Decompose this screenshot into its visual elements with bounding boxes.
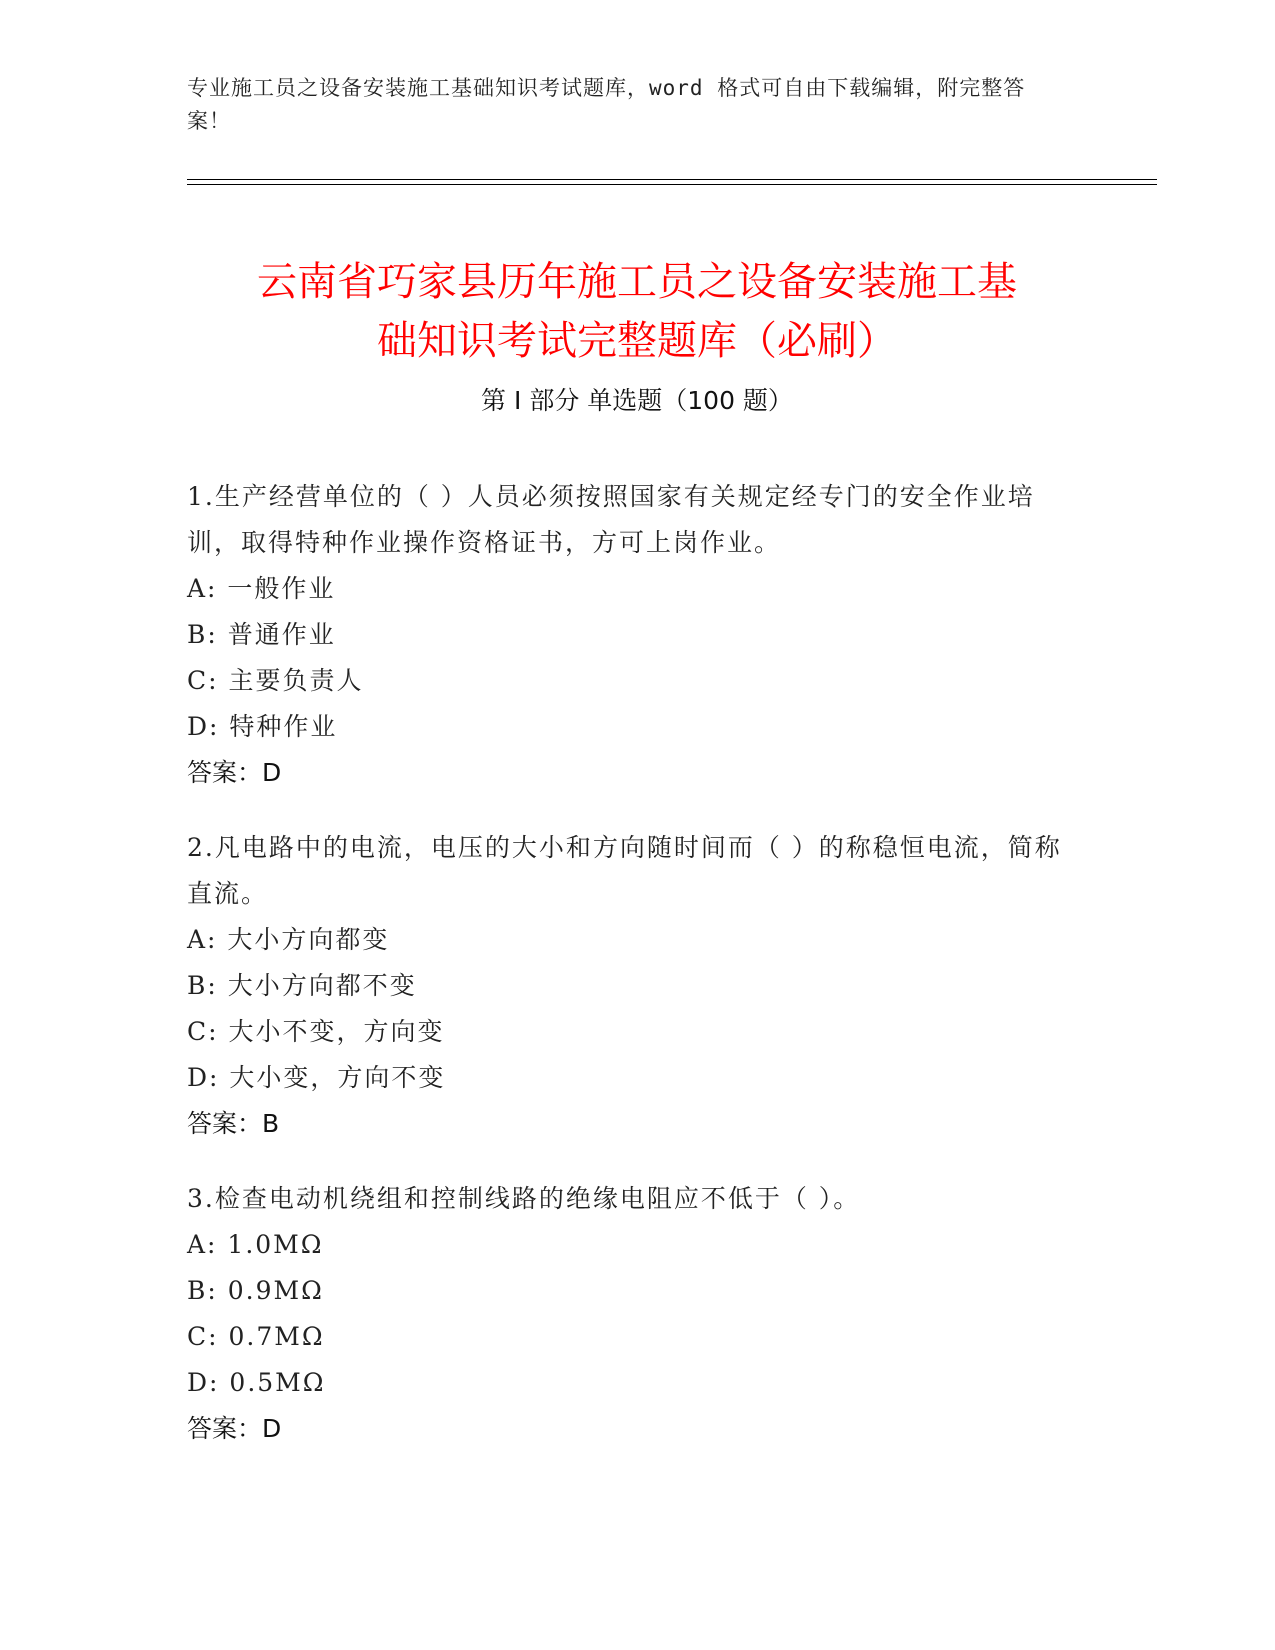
answer: 答案：D xyxy=(187,1414,282,1443)
question-stem: 1.生产经营单位的（ ）人员必须按照国家有关规定经专门的安全作业培训，取得特种作业操作资格证书，方可上岗作业。 xyxy=(187,482,1035,557)
header-divider-bottom xyxy=(187,184,1157,185)
option-a: A: 一般作业 xyxy=(187,574,336,603)
question-stem: 3.检查电动机绕组和控制线路的绝缘电阻应不低于（ ）。 xyxy=(187,1184,861,1213)
option-d: D: 特种作业 xyxy=(187,712,338,741)
option-b: B: 普通作业 xyxy=(187,620,336,649)
question-1 xyxy=(187,474,1087,796)
option-a: A: 大小方向都变 xyxy=(187,925,390,954)
option-c: C: 大小不变，方向变 xyxy=(187,1017,445,1046)
question-stem: 2.凡电路中的电流，电压的大小和方向随时间而（ ）的称稳恒电流，简称直流。 xyxy=(187,833,1062,908)
header-note: 专业施工员之设备安装施工基础知识考试题库，word 格式可自由下载编辑，附完整答案！ xyxy=(187,76,1026,133)
option-d: D: 0.5MΩ xyxy=(187,1368,326,1397)
question-list xyxy=(187,474,1087,1481)
document-title xyxy=(187,253,1087,371)
question-2 xyxy=(187,825,1087,1147)
answer: 答案：D xyxy=(187,758,282,787)
option-b: B: 大小方向都不变 xyxy=(187,971,417,1000)
option-c: C: 主要负责人 xyxy=(187,666,364,695)
section-heading: 第 I 部分 单选题（100 题） xyxy=(481,386,793,415)
option-b: B: 0.9MΩ xyxy=(187,1276,324,1305)
option-d: D: 大小变，方向不变 xyxy=(187,1063,446,1092)
header-divider-top xyxy=(187,179,1157,180)
option-a: A: 1.0MΩ xyxy=(187,1230,324,1259)
document-title-line1: 云南省巧家县历年施工员之设备安装施工基 xyxy=(257,258,1017,305)
option-c: C: 0.7MΩ xyxy=(187,1322,325,1351)
question-3 xyxy=(187,1176,1087,1452)
answer: 答案：B xyxy=(187,1109,280,1138)
document-title-line2: 础知识考试完整题库（必刷） xyxy=(377,317,897,364)
